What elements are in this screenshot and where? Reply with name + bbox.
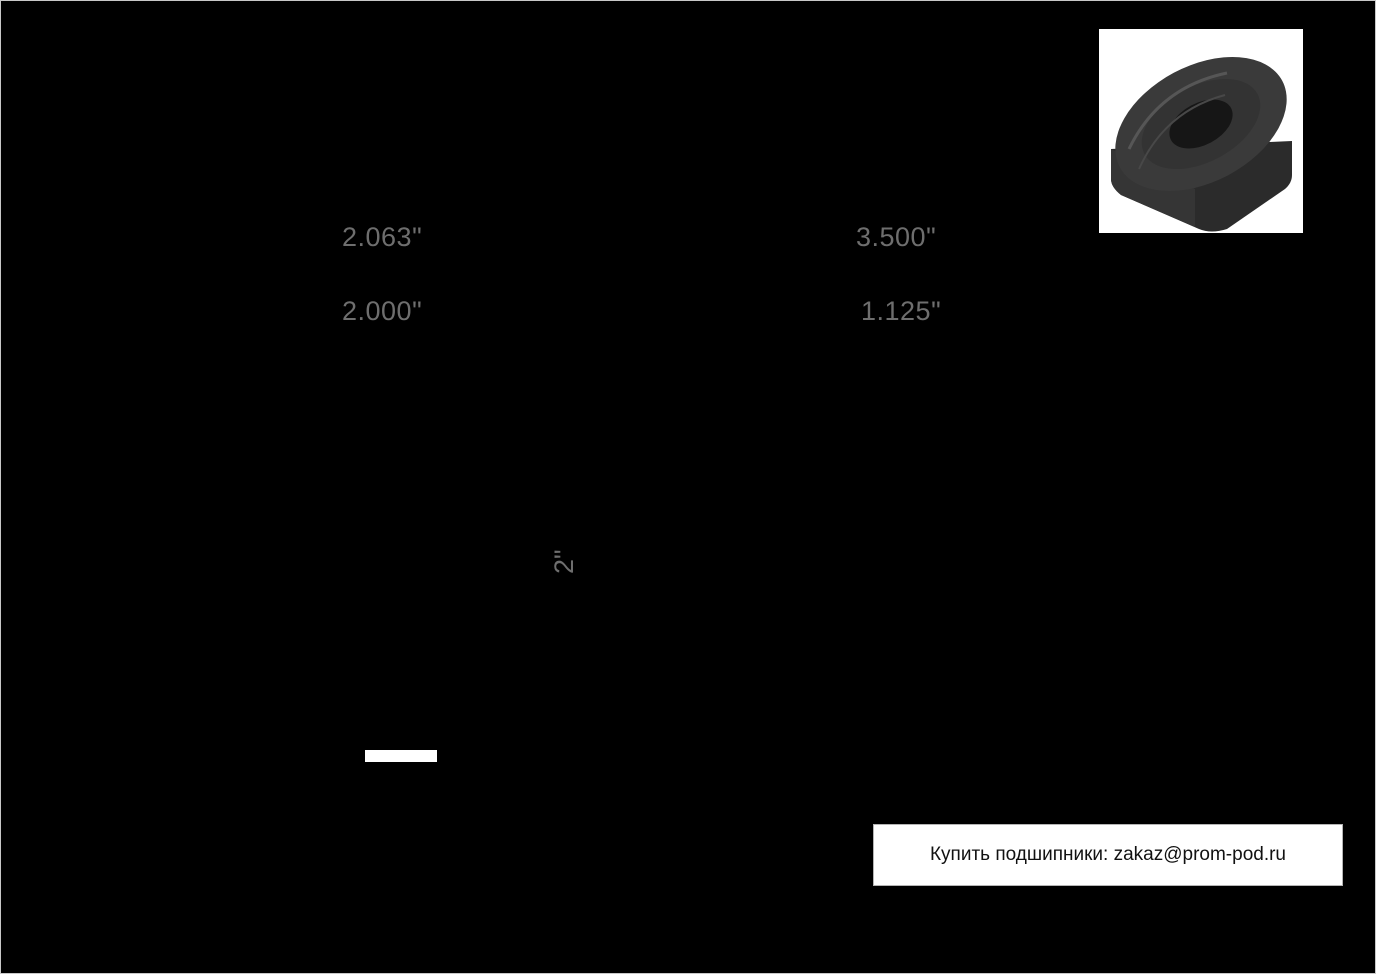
contact-banner-text: Купить подшипники: zakaz@prom-pod.ru — [929, 844, 1287, 865]
dimension-label-bore-lower: 2.000" — [342, 296, 423, 326]
scale-bar — [365, 750, 437, 762]
dimension-label-outer-diameter: 3.500" — [856, 222, 937, 252]
dimension-label-vertical: 2" — [549, 549, 579, 574]
dimension-label-bore-upper: 2.063" — [342, 222, 423, 252]
bearing-3d-icon — [1099, 29, 1303, 233]
contact-banner[interactable] — [873, 824, 1343, 886]
dimension-label-width: 1.125" — [861, 296, 942, 326]
bearing-thumbnail-panel — [1099, 29, 1303, 233]
